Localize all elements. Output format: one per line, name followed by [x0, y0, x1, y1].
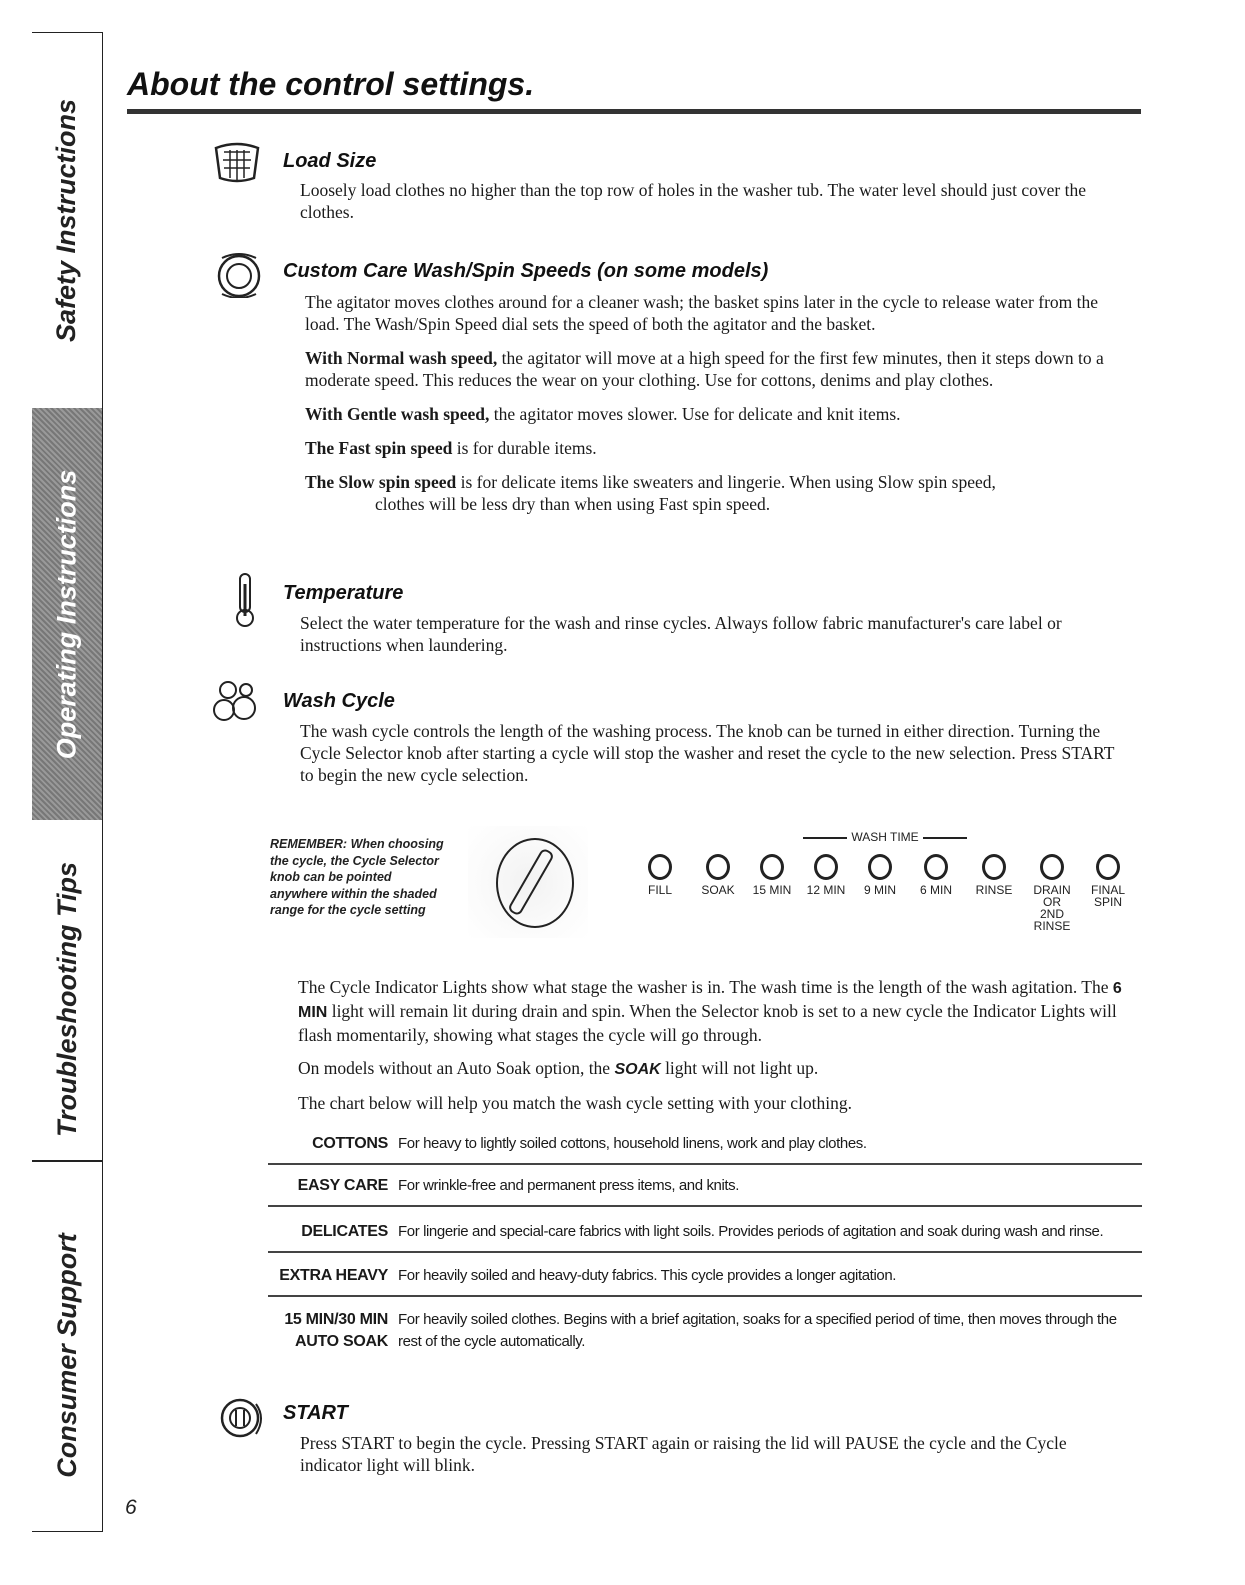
section-temperature — [283, 582, 1133, 656]
light-label: DRAIN OR 2ND RINSE — [1033, 883, 1071, 933]
light-label: RINSE — [975, 883, 1013, 897]
section-custom-care — [283, 260, 1143, 515]
light-circle — [706, 854, 730, 880]
light-label: FILL — [647, 883, 672, 897]
cycle-row — [268, 1128, 1142, 1165]
light-circle — [760, 854, 784, 880]
tab-label: Safety Instructions — [51, 98, 82, 342]
cycle-description: For wrinkle-free and permanent press items, and knits. — [398, 1177, 740, 1194]
fast-spin-lead: The Fast spin speed — [305, 438, 453, 458]
indicator-light — [690, 854, 746, 896]
indicator-p1-b: light will remain lit during drain and spin. When the Selector knob is set to a new cycle the Indicator Lights will flash momentarily, showing what stages the cycle will go through. — [298, 1001, 1117, 1045]
cycle-description: For heavily soiled and heavy-duty fabrics. This cycle provides a longer agitation. — [398, 1267, 897, 1284]
page-title: About the control settings. — [127, 66, 535, 102]
indicator-p2-bold: SOAK — [614, 1061, 661, 1078]
temperature-heading: Temperature — [283, 582, 404, 604]
custom-care-intro: The agitator moves clothes around for a cleaner wash; the basket spins later in the cycle to release water from the load. The Wash/Spin Speed dial sets the speed of both the agitator and the basket. — [305, 292, 1099, 334]
tab-label: Troubleshooting Tips — [51, 861, 82, 1137]
gentle-speed-body: the agitator moves slower. Use for delicate and knit items. — [493, 404, 901, 424]
wash-cycle-text: The wash cycle controls the length of the washing process. The knob can be turned in either direction. Turning the Cycle Selector knob after starting a cycle will stop the washer and reset the cycle to the new selection. Press START to begin the new cycle selection. — [300, 721, 1115, 785]
indicator-paragraph-3: The chart below will help you match the wash cycle setting with your clothing. — [298, 1093, 853, 1113]
light-circle — [924, 854, 948, 880]
page-number: 6 — [125, 1496, 137, 1519]
spin-speed-icon — [212, 252, 270, 303]
light-label: 12 MIN — [806, 883, 846, 897]
thermometer-icon — [232, 572, 258, 633]
light-circle — [814, 854, 838, 880]
section-sidebar — [32, 32, 103, 1532]
start-button-icon — [216, 1392, 268, 1449]
indicator-p2-a: On models without an Auto Soak option, the — [298, 1058, 611, 1078]
cycle-description: For lingerie and special-care fabrics with light soils. Provides periods of agitation and soak during wash and rinse. — [398, 1223, 1104, 1240]
light-label: 6 MIN — [919, 883, 952, 897]
cycle-selector-knob — [468, 826, 588, 938]
indicator-p1-a: The Cycle Indicator Lights show what stage the washer is in. The wash time is the length of the wash agitation. The — [298, 977, 1109, 997]
indicator-light — [1080, 854, 1136, 908]
cycle-name: EXTRA HEAVY — [279, 1267, 388, 1284]
tab-safety-instructions[interactable] — [32, 32, 102, 408]
fast-spin-body: is for durable items. — [456, 438, 597, 458]
normal-speed-lead: With Normal wash speed, — [305, 348, 498, 368]
tab-troubleshooting-tips[interactable] — [32, 820, 102, 1178]
light-circle — [868, 854, 892, 880]
cycle-row — [268, 1165, 1142, 1207]
custom-care-heading: Custom Care Wash/Spin Speeds (on some models) — [283, 260, 769, 282]
indicator-light — [1024, 854, 1080, 932]
indicator-light — [852, 854, 908, 896]
cycle-name: DELICATES — [301, 1223, 388, 1240]
light-circle — [1040, 854, 1064, 880]
load-size-text: Loosely load clothes no higher than the top row of holes in the washer tub. The water level should just cover the clothes. — [300, 180, 1087, 222]
cycle-description: For heavily soiled clothes. Begins with a brief agitation, soaks for a specified period of time, then moves through the rest of the cycle automatically. — [398, 1311, 1117, 1350]
tab-operating-instructions[interactable] — [32, 408, 102, 820]
slow-spin-text-2: clothes will be less dry than when using Fast spin speed. — [375, 494, 771, 514]
light-label: 15 MIN — [752, 883, 792, 897]
sidebar-bottom-line — [32, 1531, 102, 1532]
start-heading: START — [283, 1402, 348, 1424]
slow-spin-lead: The Slow spin speed — [305, 472, 457, 492]
cycle-row — [268, 1207, 1142, 1253]
light-label: 9 MIN — [863, 883, 896, 897]
light-circle — [982, 854, 1006, 880]
cycle-name: COTTONS — [312, 1135, 388, 1152]
normal-speed-body: the agitator will move at a high speed for the first few minutes, then it steps down to a moderate speed. This reduces the wear on your clothing. Use for cottons, denims and play clothes. — [305, 348, 1104, 390]
section-start — [283, 1402, 1133, 1476]
title-rule — [127, 109, 1141, 114]
indicator-paragraph-2 — [298, 1057, 1128, 1081]
cycle-name: EASY CARE — [297, 1177, 388, 1194]
gentle-speed-text — [283, 403, 1135, 425]
cycle-row — [268, 1253, 1142, 1297]
indicator-paragraph-1 — [298, 976, 1128, 1046]
cycle-indicator-lights — [640, 830, 1140, 940]
tub-icon — [210, 140, 264, 191]
slow-spin-body: is for delicate items like sweaters and lingerie. When using Slow spin speed, — [460, 472, 996, 492]
indicator-light — [632, 854, 688, 896]
tab-label: Operating Instructions — [51, 469, 82, 759]
tab-consumer-support[interactable] — [32, 1178, 102, 1532]
tab-divider — [32, 1160, 102, 1162]
temperature-text: Select the water temperature for the wash and rinse cycles. Always follow fabric manufacturer's care label or instructions when laundering. — [300, 613, 1062, 655]
remember-note — [270, 836, 450, 919]
section-wash-cycle — [283, 690, 1133, 786]
indicator-p1-bold: 6 MIN — [298, 980, 1122, 1021]
indicator-light — [744, 854, 800, 896]
cycle-name: 15 MIN/30 MIN AUTO SOAK — [284, 1311, 388, 1350]
wash-cycle-heading: Wash Cycle — [283, 690, 395, 712]
remember-text: When choosing the cycle, the Cycle Selector knob can be pointed anywhere within the shaded range for the cycle setting — [270, 837, 444, 917]
cycle-row — [268, 1297, 1142, 1361]
light-circle — [648, 854, 672, 880]
light-circle — [1096, 854, 1120, 880]
light-label: FINAL SPIN — [1090, 883, 1125, 909]
indicator-light — [908, 854, 964, 896]
slow-spin-text — [283, 471, 1135, 493]
indicator-p2-b: light will not light up. — [665, 1058, 819, 1078]
indicator-light — [798, 854, 854, 896]
remember-lead: REMEMBER: — [270, 837, 348, 851]
section-load-size — [283, 150, 1123, 223]
fast-spin-text — [283, 437, 1135, 459]
gentle-speed-lead: With Gentle wash speed, — [305, 404, 490, 424]
tab-label: Consumer Support — [51, 1232, 82, 1478]
cycle-chart — [268, 1128, 1142, 1361]
normal-speed-text — [283, 347, 1145, 391]
light-label: SOAK — [701, 883, 735, 897]
cycle-description: For heavy to lightly soiled cottons, household linens, work and play clothes. — [398, 1135, 867, 1152]
section-indicator-lights — [298, 976, 1128, 1114]
start-text: Press START to begin the cycle. Pressing START again or raising the lid will PAUSE the cycle and the Cycle indicator light will blink. — [300, 1433, 1067, 1475]
indicator-light — [966, 854, 1022, 896]
load-size-heading: Load Size — [283, 150, 377, 172]
wash-time-label: WASH TIME — [790, 830, 980, 844]
bubbles-icon — [212, 680, 266, 731]
